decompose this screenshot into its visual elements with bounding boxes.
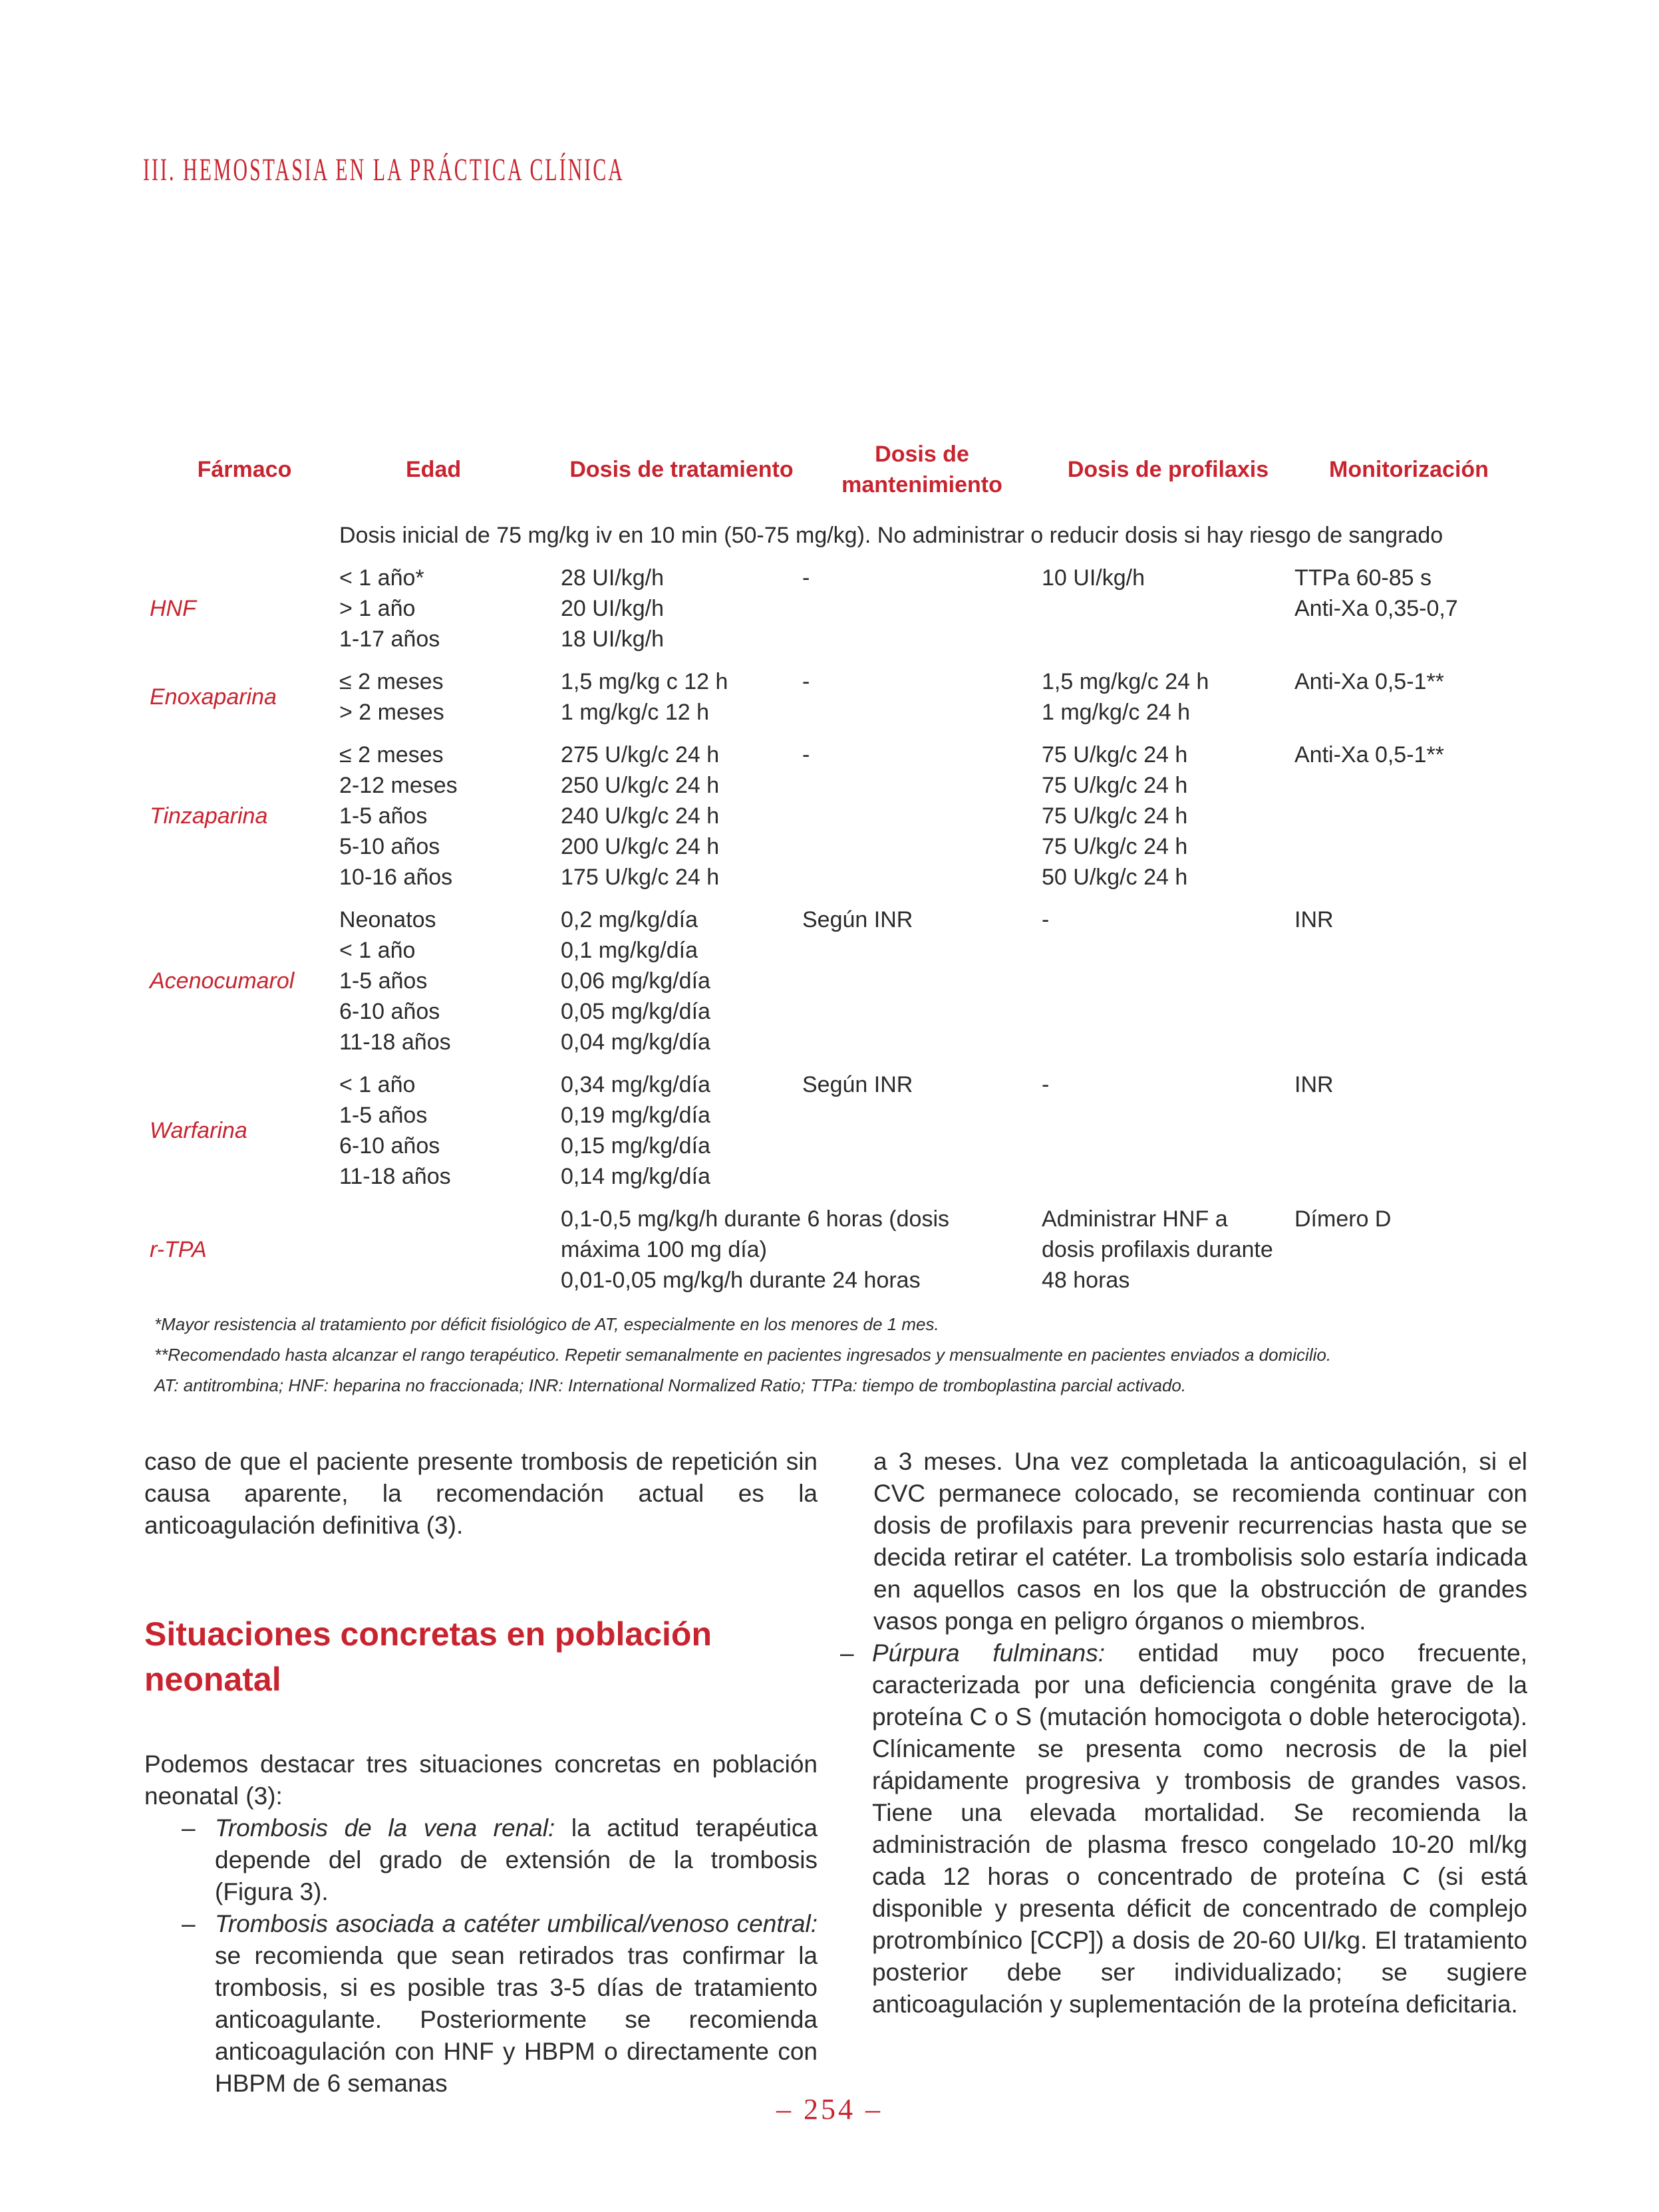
drug-name: HNF xyxy=(150,596,196,621)
monitoring-cell-line: INR xyxy=(1294,907,1334,932)
bullet-term: Púrpura fulminans: xyxy=(872,1639,1105,1667)
prophylaxis-cell xyxy=(1042,1069,1294,1204)
treatment-cell xyxy=(561,1069,802,1204)
age-cell-line: > 2 meses xyxy=(339,700,444,725)
bullet-term: Trombosis asociada a catéter umbilical/venoso central: xyxy=(215,1910,818,1937)
prophylaxis-cell-line: 1,5 mg/kg/c 24 h xyxy=(1042,669,1209,694)
treatment-cell-line: 0,01-0,05 mg/kg/h durante 24 horas xyxy=(561,1268,921,1293)
table-row xyxy=(150,666,1523,740)
list-item-purpura xyxy=(827,1637,1527,2020)
treatment-cell-line: 0,19 mg/kg/día xyxy=(561,1103,710,1128)
age-cell-line: 1-17 años xyxy=(339,626,440,652)
treatment-cell-line: 0,04 mg/kg/día xyxy=(561,1030,710,1055)
footnote-3: AT: antitrombina; HNF: heparina no fraccionada; INR: International Normalized Ratio; TTPa: tiempo de tromboplastina parcial activado. xyxy=(154,1375,1187,1395)
treatment-cell-line: 200 U/kg/c 24 h xyxy=(561,834,720,859)
drug-name: r-TPA xyxy=(150,1237,207,1262)
age-cell xyxy=(339,1204,561,1308)
age-cell-line: ≤ 2 meses xyxy=(339,669,444,694)
right-text-column xyxy=(840,1446,1527,2020)
footnote-2: **Recomendado hasta alcanzar el rango terapéutico. Repetir semanalmente en pacientes ingresados y mensualmente en pacientes enviados a domicilio. xyxy=(154,1345,1332,1365)
treatment-cell xyxy=(561,563,802,666)
treatment-cell-line: 275 U/kg/c 24 h xyxy=(561,742,720,767)
age-cell-line: ≤ 2 meses xyxy=(339,742,444,767)
running-header: III. HEMOSTASIA EN LA PRÁCTICA CLÍNICA xyxy=(143,152,625,188)
list-item-catheter xyxy=(144,1908,818,2100)
header-dosis-profilaxis: Dosis de profilaxis xyxy=(1067,457,1269,482)
header-dosis-tratamiento: Dosis de tratamiento xyxy=(569,457,794,482)
footnote-1: *Mayor resistencia al tratamiento por déficit fisiológico de AT, especialmente en los menores de 1 mes. xyxy=(154,1314,939,1334)
prophylaxis-cell-line: 75 U/kg/c 24 h xyxy=(1042,834,1188,859)
age-cell-line: 11-18 años xyxy=(339,1164,451,1189)
dash-marker: – xyxy=(840,1639,854,1667)
table-header-row xyxy=(150,439,1523,520)
maintenance-cell xyxy=(802,740,1042,904)
monitoring-cell xyxy=(1294,904,1523,1069)
treatment-cell-line: 0,14 mg/kg/día xyxy=(561,1164,710,1189)
header-farmaco: Fármaco xyxy=(197,457,292,482)
age-cell-line: 10-16 años xyxy=(339,865,453,890)
maintenance-cell xyxy=(802,1069,1042,1204)
treatment-cell-line: 20 UI/kg/h xyxy=(561,596,664,621)
drug-name: Acenocumarol xyxy=(150,968,295,994)
age-cell-line: > 1 año xyxy=(339,596,416,621)
treatment-cell xyxy=(561,904,802,1069)
prophylaxis-cell xyxy=(1042,740,1294,904)
maintenance-cell xyxy=(802,563,1042,666)
treatment-cell-line: 1,5 mg/kg c 12 h xyxy=(561,669,728,694)
prophylaxis-cell xyxy=(1042,904,1294,1069)
treatment-cell-line: 0,05 mg/kg/día xyxy=(561,999,710,1024)
treatment-cell-line: 1 mg/kg/c 12 h xyxy=(561,700,710,725)
monitoring-cell xyxy=(1294,666,1523,740)
section-heading: Situaciones concretas en población neonatal xyxy=(144,1615,712,1698)
header-monitorizacion: Monitorización xyxy=(1329,457,1489,482)
monitoring-cell-line: Anti-Xa 0,5-1** xyxy=(1294,669,1444,694)
age-cell-line: 6-10 años xyxy=(339,1133,440,1159)
hnf-note-row xyxy=(150,520,1523,563)
treatment-cell-line: 250 U/kg/c 24 h xyxy=(561,773,720,798)
dash-marker: – xyxy=(182,1814,196,1842)
maintenance-cell xyxy=(802,904,1042,1069)
continuation-paragraph: a 3 meses. Una vez completada la anticoagulación, si el CVC permanece colocado, se recomienda continuar con dosis de profilaxis para prevenir recurrencias hasta que se decida retirar el catéter. La trombolisis solo estaría indicada en aquellos casos en los que la obstrucción de grandes vasos ponga en peligro órganos o miembros. xyxy=(873,1448,1527,1635)
age-cell-line: < 1 año xyxy=(339,1072,416,1097)
treatment-cell xyxy=(561,1204,1042,1308)
monitoring-cell-line: INR xyxy=(1294,1072,1334,1097)
drug-name: Tinzaparina xyxy=(150,803,268,829)
age-cell-line: 5-10 años xyxy=(339,834,440,859)
monitoring-cell xyxy=(1294,563,1523,666)
prophylaxis-cell-line: Administrar HNF a xyxy=(1042,1206,1228,1232)
prophylaxis-cell-line: 75 U/kg/c 24 h xyxy=(1042,742,1188,767)
age-cell-line: Neonatos xyxy=(339,907,436,932)
age-cell-line: 1-5 años xyxy=(339,803,428,829)
prophylaxis-cell-line: - xyxy=(1042,1072,1050,1097)
prophylaxis-cell-line: - xyxy=(1042,907,1050,932)
treatment-cell xyxy=(561,666,802,740)
monitoring-cell xyxy=(1294,1069,1523,1204)
prophylaxis-cell-line: dosis profilaxis durante xyxy=(1042,1237,1273,1262)
treatment-cell-line: 0,34 mg/kg/día xyxy=(561,1072,710,1097)
maintenance-cell-line: Según INR xyxy=(802,1072,913,1097)
dash-marker: – xyxy=(182,1910,196,1937)
maintenance-cell-line: - xyxy=(802,669,810,694)
drug-name: Warfarina xyxy=(150,1118,247,1143)
lead-paragraph: Podemos destacar tres situaciones concretas en población neonatal (3): xyxy=(144,1750,818,1810)
age-cell-line: 1-5 años xyxy=(339,968,428,994)
prophylaxis-cell-line: 10 UI/kg/h xyxy=(1042,565,1145,591)
age-cell xyxy=(339,666,561,740)
age-cell-line: < 1 año* xyxy=(339,565,424,591)
drug-name: Enoxaparina xyxy=(150,684,277,710)
prophylaxis-cell-line: 48 horas xyxy=(1042,1268,1130,1293)
prophylaxis-cell xyxy=(1042,1204,1294,1308)
monitoring-cell xyxy=(1294,1204,1523,1308)
intro-paragraph: caso de que el paciente presente trombosis de repetición sin causa aparente, la recomendación actual es la anticoagulación definitiva (3). xyxy=(144,1448,818,1539)
bullet-text: se recomienda que sean retirados tras confirmar la trombosis, si es posible tras 3-5 días de tratamiento anticoagulante. Posteriormente se recomienda anticoagulación con HNF y HBPM o directamente con HBPM de 6 semanas xyxy=(215,1942,818,2097)
age-cell xyxy=(339,904,561,1069)
prophylaxis-cell xyxy=(1042,666,1294,740)
prophylaxis-cell-line: 50 U/kg/c 24 h xyxy=(1042,865,1188,890)
treatment-cell-line: 0,2 mg/kg/día xyxy=(561,907,698,932)
table-row-rtpa xyxy=(150,1204,1523,1308)
hnf-initial-dose-note: Dosis inicial de 75 mg/kg iv en 10 min (50-75 mg/kg). No administrar o reducir dosis si hay riesgo de sangrado xyxy=(339,523,1443,548)
age-cell-line: < 1 año xyxy=(339,938,416,963)
treatment-cell-line: 0,1 mg/kg/día xyxy=(561,938,698,963)
left-text-column xyxy=(144,1446,818,2100)
bullet-term: Trombosis de la vena renal: xyxy=(215,1814,555,1842)
maintenance-cell xyxy=(802,666,1042,740)
age-cell xyxy=(339,740,561,904)
treatment-cell-line: 0,1-0,5 mg/kg/h durante 6 horas (dosis xyxy=(561,1206,949,1232)
monitoring-cell-line: Anti-Xa 0,35-0,7 xyxy=(1294,596,1458,621)
bullet-text: entidad muy poco frecuente, caracterizada por una deficiencia congénita grave de la proteína C o S (mutación homocigota o doble heterocigota). Clínicamente se presenta como necrosis de la piel rápidamente progresiva y trombosis de grandes vasos. Tiene una elevada mortalidad. Se recomienda la administración de plasma fresco congelado 10-20 ml/kg cada 12 horas o concentrado de proteína C (si está disponible y presenta déficit de concentrado de complejo protrombínico [CCP]) a dosis de 20-60 UI/kg. El tratamiento posterior debe ser individualizado; se sugiere anticoagulación y suplementación de la proteína deficitaria. xyxy=(872,1639,1527,2018)
age-cell-line: 2-12 meses xyxy=(339,773,458,798)
treatment-cell-line: 18 UI/kg/h xyxy=(561,626,664,652)
maintenance-cell-line: - xyxy=(802,565,810,591)
maintenance-cell-line: - xyxy=(802,742,810,767)
treatment-cell-line: máxima 100 mg día) xyxy=(561,1237,767,1262)
treatment-cell-line: 0,15 mg/kg/día xyxy=(561,1133,710,1159)
table-row xyxy=(150,1069,1523,1204)
table-row xyxy=(150,904,1523,1069)
list-item-renal xyxy=(144,1812,818,1908)
prophylaxis-cell-line: 75 U/kg/c 24 h xyxy=(1042,803,1188,829)
age-cell-line: 6-10 años xyxy=(339,999,440,1024)
table-row xyxy=(150,563,1523,666)
age-cell xyxy=(339,563,561,666)
page-number: – 254 – xyxy=(776,2093,883,2126)
age-cell-line: 11-18 años xyxy=(339,1030,451,1055)
prophylaxis-cell xyxy=(1042,563,1294,666)
header-dosis-mantenimiento: Dosis de mantenimiento xyxy=(841,442,1002,497)
monitoring-cell-line: Anti-Xa 0,5-1** xyxy=(1294,742,1444,767)
maintenance-cell-line: Según INR xyxy=(802,907,913,932)
treatment-cell-line: 28 UI/kg/h xyxy=(561,565,664,591)
table-row xyxy=(150,740,1523,904)
header-edad: Edad xyxy=(406,457,462,482)
monitoring-cell-line: Dímero D xyxy=(1294,1206,1392,1232)
treatment-cell-line: 175 U/kg/c 24 h xyxy=(561,865,720,890)
table-footnotes xyxy=(154,1309,1518,1401)
prophylaxis-cell-line: 1 mg/kg/c 24 h xyxy=(1042,700,1191,725)
treatment-cell xyxy=(561,740,802,904)
age-cell xyxy=(339,1069,561,1204)
monitoring-cell-line: TTPa 60-85 s xyxy=(1294,565,1432,591)
bullet-text: la actitud terapéutica depende del grado de extensión de la trombosis (Figura 3). xyxy=(215,1814,818,1905)
prophylaxis-cell-line: 75 U/kg/c 24 h xyxy=(1042,773,1188,798)
age-cell-line: 1-5 años xyxy=(339,1103,428,1128)
monitoring-cell xyxy=(1294,740,1523,904)
anticoagulant-dosing-table xyxy=(150,439,1523,1308)
treatment-cell-line: 240 U/kg/c 24 h xyxy=(561,803,720,829)
treatment-cell-line: 0,06 mg/kg/día xyxy=(561,968,710,994)
